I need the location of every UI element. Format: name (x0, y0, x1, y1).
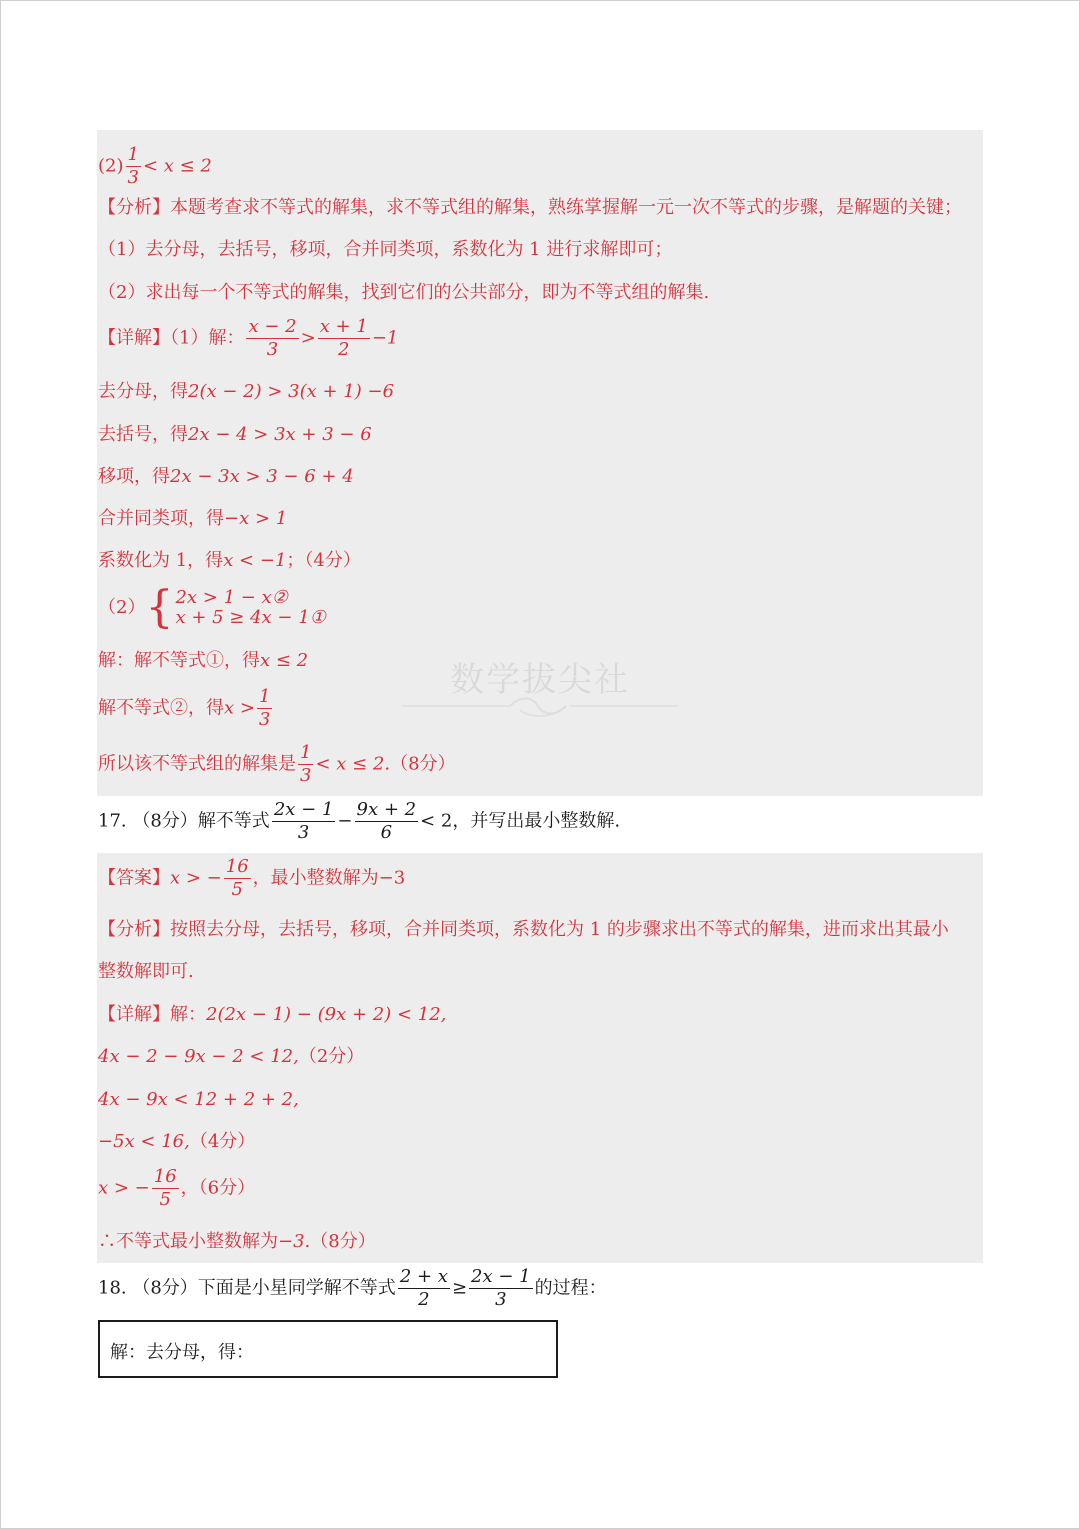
fraction: $\frac{16}{5}$ (153, 1166, 177, 1210)
fraction: $\frac{9x + 2}{6}$ (356, 799, 417, 843)
step-remove-brackets: 去括号，得2x − 4 > 3x + 3 − 6 (98, 424, 372, 445)
fraction: $\frac{x - 2}{3}$ (248, 316, 297, 360)
fraction: $\frac{2x - 1}{3}$ (471, 1266, 531, 1310)
answer-part-2: (2) $\frac{1}{3}$ < x ≤ 2 (98, 144, 212, 188)
question-17: 17. （8分）解不等式 $\frac{2x - 1}{3}$ − $\frac{9x + 2}{6}$ < 2，并写出最小整数解. (98, 799, 621, 843)
step-combine-terms: 合并同类项，得−x > 1 (98, 508, 288, 529)
step-17-1: 4x − 2 − 9x − 2 < 12,（2分） (98, 1046, 365, 1067)
fraction: $\frac{x + 1}{2}$ (319, 316, 368, 360)
step-coefficient: 系数化为 1，得x < −1；（4分） (98, 550, 361, 571)
fraction: $\frac{1}{3}$ (300, 742, 312, 786)
analysis-17-line-1: 【分析】按照去分母，去括号，移项，合并同类项，系数化为 1 的步骤求出不等式的解集，进而求出其最小 (98, 919, 949, 940)
step-17-2: 4x − 9x < 12 + 2 + 2, (98, 1089, 299, 1110)
fraction: $\frac{1}{3}$ (127, 144, 139, 188)
analysis-line-1: 【分析】本题考查求不等式的解集，求不等式组的解集，熟练掌握解一元一次不等式的步骤，是解题的关键； (98, 197, 962, 218)
step-17-3: −5x < 16,（4分） (98, 1131, 256, 1152)
solve-inequality-2: 解不等式②，得x > $\frac{1}{3}$ (98, 686, 271, 730)
fraction: $\frac{2x - 1}{3}$ (273, 799, 334, 843)
step-17-4: x > − $\frac{16}{5}$ ，（6分） (98, 1166, 256, 1210)
conclusion-17: ∴不等式最小整数解为−3.（8分） (98, 1231, 376, 1252)
detail-part-1: 【详解】（1）解： $\frac{x - 2}{3}$ > $\frac{x + 1}{2}$ −1 (98, 316, 399, 360)
detail-17: 【详解】解：2(2x − 1) − (9x + 2) < 12, (98, 1004, 447, 1025)
student-work-text: 解：去分母，得： (110, 1342, 254, 1363)
fraction: $\frac{16}{5}$ (225, 856, 249, 900)
solve-inequality-1: 解：解不等式①，得x ≤ 2 (98, 650, 309, 671)
analysis-line-3: （2）求出每一个不等式的解集，找到它们的公共部分，即为不等式组的解集. (98, 282, 710, 303)
analysis-line-2: （1）去分母，去括号，移项，合并同类项，系数化为 1 进行求解即可； (98, 239, 673, 260)
step-remove-denominator: 去分母，得2(x − 2) > 3(x + 1) −6 (98, 381, 395, 402)
answer-17: 【答案】x > − $\frac{16}{5}$ ，最小整数解为−3 (98, 856, 406, 900)
inequality-system: （2） { 2x > 1 − x② x + 5 ≥ 4x − 1① (98, 582, 326, 633)
question-18: 18. （8分）下面是小星同学解不等式 $\frac{2 + x}{2}$ ≥ $\frac{2x - 1}{3}$ 的过程： (98, 1266, 607, 1310)
fraction: $\frac{2 + x}{2}$ (399, 1266, 448, 1310)
solution-set-conclusion: 所以该不等式组的解集是 $\frac{1}{3}$ < x ≤ 2.（8分） (98, 742, 456, 786)
watermark-ornament-icon (400, 694, 680, 718)
fraction: $\frac{1}{3}$ (258, 686, 271, 730)
analysis-17-line-2: 整数解即可. (98, 961, 194, 982)
step-move-terms: 移项，得2x − 3x > 3 − 6 + 4 (98, 466, 354, 487)
watermark: 数学拔尖社 (450, 660, 630, 700)
student-work-box (98, 1320, 558, 1378)
